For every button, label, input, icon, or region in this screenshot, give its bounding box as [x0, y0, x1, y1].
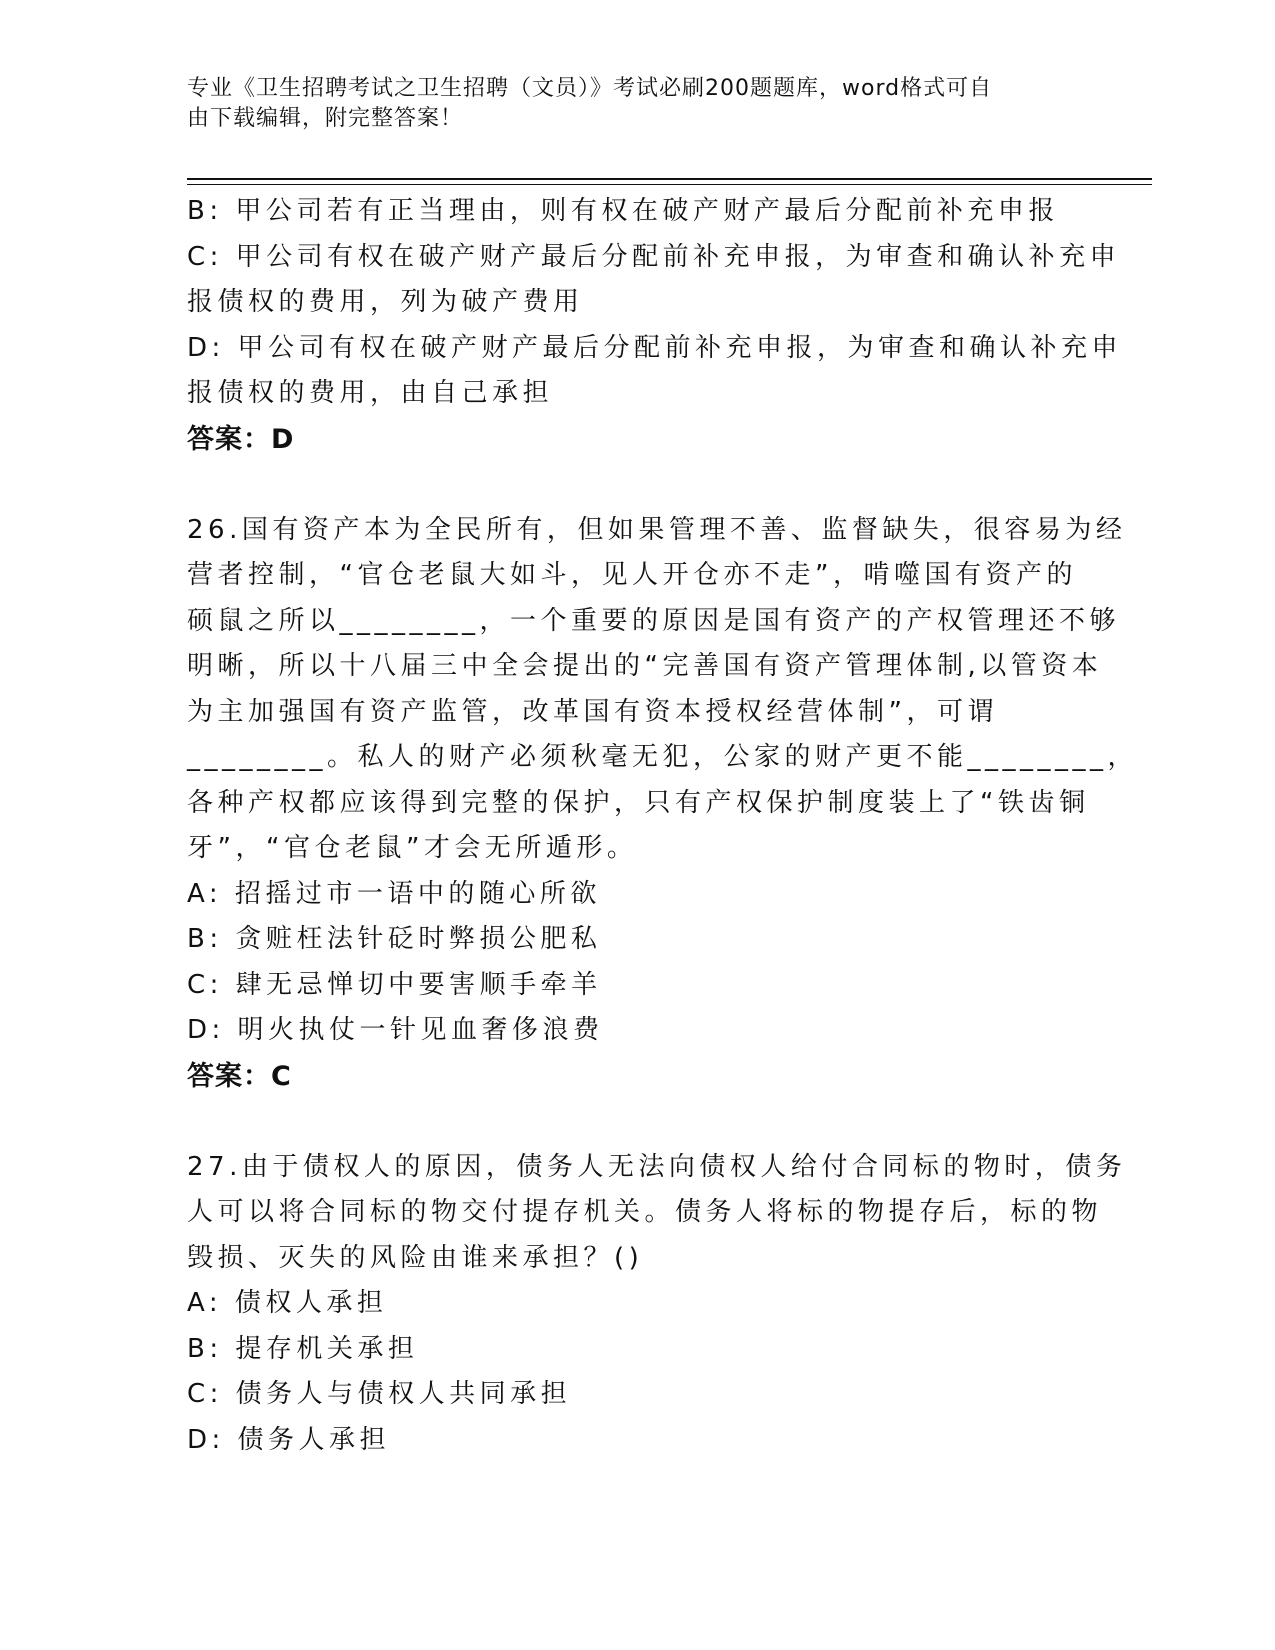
question-26 [187, 508, 1139, 1100]
option-c: C: 肆无忌惮切中要害顺手牵羊 [187, 969, 602, 1000]
answer-label: 答案：D [187, 423, 295, 455]
option-b: B: 贪赃枉法针砭时弊损公肥私 [187, 924, 602, 954]
spacer [187, 1099, 1077, 1145]
option-a: A: 债权人承担 [187, 1288, 388, 1318]
option-c: C: 债务人与债权人共同承担 [187, 1379, 572, 1409]
prev-question [187, 189, 1123, 462]
option-b: B: 提存机关承担 [187, 1333, 419, 1364]
question-stem-line: 牙”，“官仓老鼠”才会无所遁形。 [187, 833, 638, 863]
question-stem-line: 人可以将合同标的物交付提存机关。债务人将标的物提存后，标的物 [187, 1197, 1103, 1227]
option-d: D: 债务人承担 [187, 1424, 391, 1455]
option-c-continued: 报债权的费用，列为破产费用 [187, 287, 584, 317]
option-a: A: 招摇过市一语中的随心所欲 [187, 878, 601, 909]
answer-label: 答案：C [187, 1060, 292, 1092]
question-stem-line: ________。私人的财产必须秋毫无犯，公家的财产更不能________， [187, 742, 1139, 772]
question-stem-line: 硕鼠之所以________，一个重要的原因是国有资产的产权管理还不够 [187, 605, 1121, 636]
option-d: D: 甲公司有权在破产财产最后分配前补充申报，为审查和确认补充申 [187, 332, 1123, 363]
spacer [187, 462, 1077, 508]
header-line-1: 专业《卫生招聘考试之卫生招聘（文员）》考试必刷200题题库，word格式可自 [187, 76, 993, 101]
question-27 [187, 1145, 1127, 1464]
option-d-continued: 报债权的费用，由自己承担 [187, 378, 554, 408]
question-stem-line: 毁损、灭失的风险由谁来承担？() [187, 1242, 644, 1273]
question-stem-line: 明晰，所以十八届三中全会提出的“完善国有资产管理体制,以管资本 [187, 651, 1103, 681]
header-rule-thin [187, 184, 1152, 185]
question-stem-line: 27.由于债权人的原因，债务人无法向债权人给付合同标的物时，债务 [187, 1151, 1127, 1182]
header-rule-thick [187, 178, 1152, 180]
question-stem-line: 营者控制，“官仓老鼠大如斗，见人开仓亦不走”，啃噬国有资产的 [187, 560, 1077, 590]
option-c: C: 甲公司有权在破产财产最后分配前补充申报，为审查和确认补充申 [187, 241, 1121, 272]
header-line-2: 由下载编辑，附完整答案！ [187, 106, 464, 131]
option-d: D: 明火执仗一针见血奢侈浪费 [187, 1015, 604, 1045]
document-header [187, 74, 1067, 134]
option-b: B: 甲公司若有正当理由，则有权在破产财产最后分配前补充申报 [187, 196, 1059, 226]
question-stem-line: 为主加强国有资产监管，改革国有资本授权经营体制”，可谓 [187, 696, 998, 727]
document-body [187, 189, 1139, 1463]
question-stem-line: 26.国有资产本为全民所有，但如果管理不善、监督缺失，很容易为经 [187, 514, 1127, 545]
question-stem-line: 各种产权都应该得到完整的保护，只有产权保护制度装上了“铁齿铜 [187, 787, 1090, 818]
